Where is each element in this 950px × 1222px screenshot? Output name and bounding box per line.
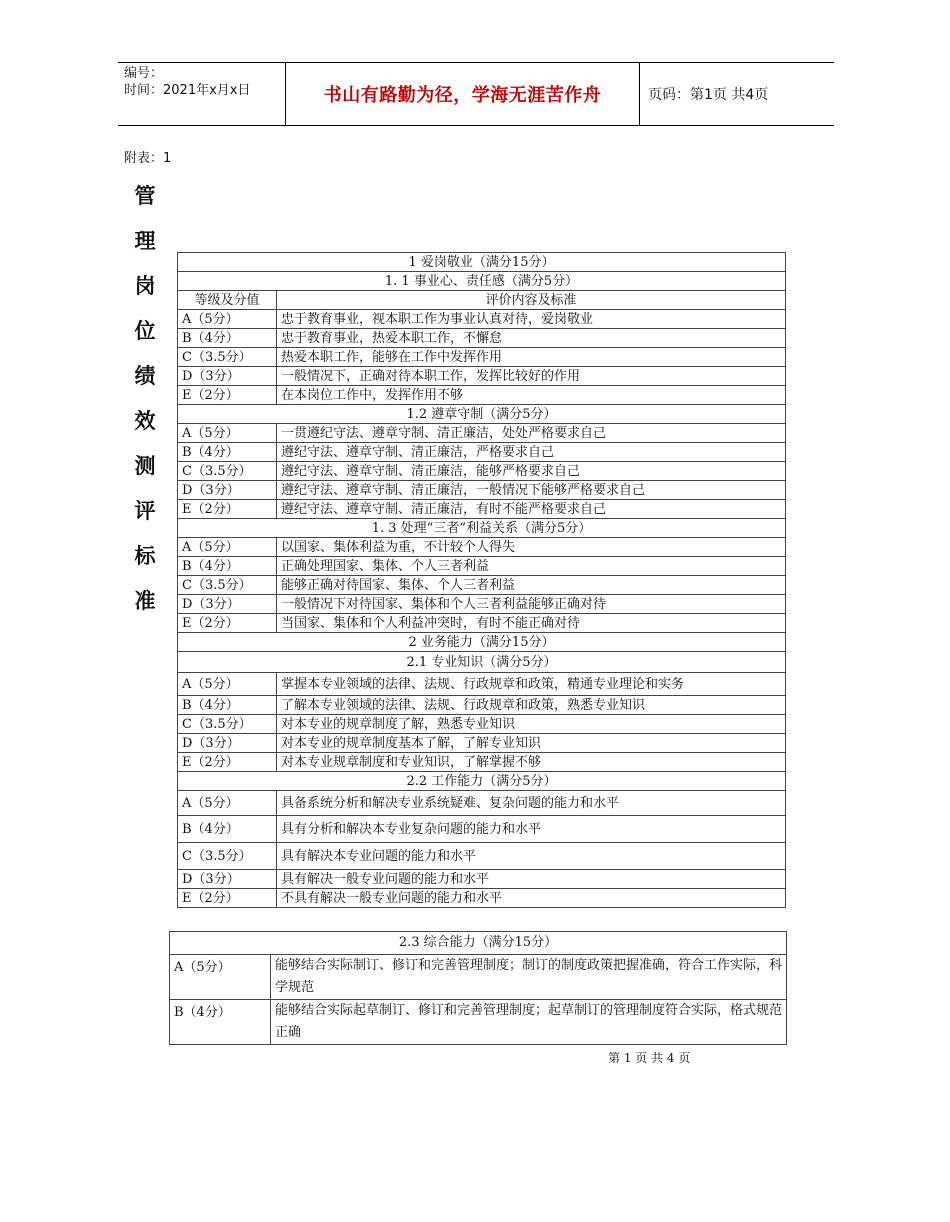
section-heading: 1 爱岗敬业（满分15分）	[178, 253, 786, 272]
subsection-heading: 2.1 专业知识（满分5分）	[178, 652, 786, 673]
subsection-heading: 1.2 遵章守制（满分5分）	[178, 405, 786, 424]
table-row	[178, 329, 786, 348]
level-cell: E（2分）	[178, 753, 277, 772]
level-cell: D（3分）	[178, 367, 277, 386]
table-row	[178, 734, 786, 753]
column-header-level: 等级及分值	[178, 291, 277, 310]
level-cell: B（4分）	[178, 557, 277, 576]
criteria-cell: 遵纪守法、遵章守制、清正廉洁，严格要求自己	[277, 443, 786, 462]
table-row	[178, 816, 786, 843]
column-header-content: 评价内容及标准	[277, 291, 786, 310]
criteria-cell: 热爱本职工作，能够在工作中发挥作用	[277, 348, 786, 367]
header-meta	[124, 65, 274, 99]
table-row	[178, 386, 786, 405]
level-cell: C（3.5分）	[178, 843, 277, 870]
header-motto: 书山有路勤为径，学海无涯苦作舟	[285, 63, 640, 125]
criteria-cell: 具备系统分析和解决专业系统疑难、复杂问题的能力和水平	[277, 791, 786, 816]
table-row	[178, 348, 786, 367]
table-row	[178, 870, 786, 889]
level-cell: D（3分）	[178, 595, 277, 614]
title-char: 管	[134, 184, 156, 208]
criteria-cell: 具有解决本专业问题的能力和水平	[277, 843, 786, 870]
criteria-cell: 能够结合实际起草制订、修订和完善管理制度；起草制订的管理制度符合实际，格式规范正确	[271, 1000, 787, 1045]
page-footer: 第 1 页 共 4 页	[608, 1051, 691, 1065]
criteria-cell: 一般情况下，正确对待本职工作，发挥比较好的作用	[277, 367, 786, 386]
table-row	[178, 715, 786, 734]
criteria-cell: 能够正确对待国家、集体、个人三者利益	[277, 576, 786, 595]
criteria-cell: 掌握本专业领域的法律、法规、行政规章和政策，精通专业理论和实务	[277, 673, 786, 696]
criteria-cell: 具有解决一般专业问题的能力和水平	[277, 870, 786, 889]
criteria-cell: 遵纪守法、遵章守制、清正廉洁，一般情况下能够严格要求自己	[277, 481, 786, 500]
level-cell: D（3分）	[178, 734, 277, 753]
level-cell: C（3.5分）	[178, 576, 277, 595]
level-cell: B（4分）	[178, 816, 277, 843]
level-cell: D（3分）	[178, 481, 277, 500]
table-row	[178, 367, 786, 386]
subsection-heading: 2.2 工作能力（满分5分）	[178, 772, 786, 791]
annex-label: 附表：1	[124, 151, 172, 166]
criteria-cell: 当国家、集体和个人利益冲突时，有时不能正确对待	[277, 614, 786, 633]
criteria-cell: 一贯遵纪守法、遵章守制、清正廉洁，处处严格要求自己	[277, 424, 786, 443]
criteria-cell: 正确处理国家、集体、个人三者利益	[277, 557, 786, 576]
level-cell: C（3.5分）	[178, 348, 277, 367]
title-char: 测	[134, 454, 156, 478]
header-page-info: 页码：第1页 共4页	[648, 87, 769, 103]
title-char: 准	[134, 589, 156, 613]
table-row	[178, 500, 786, 519]
level-cell: C（3.5分）	[178, 715, 277, 734]
criteria-cell: 了解本专业领域的法律、法规、行政规章和政策，熟悉专业知识	[277, 696, 786, 715]
table-row	[178, 310, 786, 329]
section-heading: 2 业务能力（满分15分）	[178, 633, 786, 652]
table-row	[178, 696, 786, 715]
level-cell: B（4分）	[178, 696, 277, 715]
level-cell: A（5分）	[178, 673, 277, 696]
table-row	[178, 557, 786, 576]
table-row	[178, 791, 786, 816]
criteria-cell: 在本岗位工作中，发挥作用不够	[277, 386, 786, 405]
table-row	[178, 538, 786, 557]
table-row	[170, 1000, 787, 1045]
criteria-cell: 遵纪守法、遵章守制、清正廉洁，能够严格要求自己	[277, 462, 786, 481]
title-char: 效	[134, 409, 156, 433]
level-cell: B（4分）	[178, 443, 277, 462]
table-row	[178, 614, 786, 633]
level-cell: B（4分）	[170, 1000, 271, 1045]
table-row	[178, 753, 786, 772]
criteria-cell: 不具有解决一般专业问题的能力和水平	[277, 889, 786, 908]
level-cell: A（5分）	[178, 424, 277, 443]
level-cell: E（2分）	[178, 614, 277, 633]
criteria-cell: 对本专业规章制度和专业知识，了解掌握不够	[277, 753, 786, 772]
criteria-cell: 一般情况下对待国家、集体和个人三者利益能够正确对待	[277, 595, 786, 614]
table-row	[178, 576, 786, 595]
subsection-heading: 1. 1 事业心、责任感（满分5分）	[178, 272, 786, 291]
title-char: 标	[134, 544, 156, 568]
code-label: 编号：	[124, 66, 164, 81]
vertical-title	[130, 174, 160, 624]
level-cell: E（2分）	[178, 889, 277, 908]
table-row	[178, 481, 786, 500]
level-cell: B（4分）	[178, 329, 277, 348]
level-cell: E（2分）	[178, 500, 277, 519]
evaluation-table	[177, 252, 786, 908]
criteria-cell: 能够结合实际制订、修订和完善管理制度；制订的制度政策把握准确，符合工作实际，科学规范	[271, 955, 787, 1000]
level-cell: A（5分）	[178, 791, 277, 816]
level-cell: C（3.5分）	[178, 462, 277, 481]
table-row	[170, 955, 787, 1000]
criteria-cell: 对本专业的规章制度基本了解，了解专业知识	[277, 734, 786, 753]
table-row	[178, 889, 786, 908]
table-row	[178, 595, 786, 614]
criteria-cell: 对本专业的规章制度了解，熟悉专业知识	[277, 715, 786, 734]
title-char: 评	[134, 499, 156, 523]
evaluation-table-continued	[169, 931, 787, 1045]
table-row	[178, 462, 786, 481]
level-cell: E（2分）	[178, 386, 277, 405]
criteria-cell: 遵纪守法、遵章守制、清正廉洁，有时不能严格要求自己	[277, 500, 786, 519]
criteria-cell: 忠于教育事业，热爱本职工作，不懈怠	[277, 329, 786, 348]
table-row	[178, 843, 786, 870]
table-row	[178, 443, 786, 462]
criteria-cell: 忠于教育事业，视本职工作为事业认真对待，爱岗敬业	[277, 310, 786, 329]
subsection-heading: 2.3 综合能力（满分15分）	[170, 932, 787, 955]
criteria-cell: 以国家、集体利益为重，不计较个人得失	[277, 538, 786, 557]
level-cell: D（3分）	[178, 870, 277, 889]
title-char: 岗	[134, 274, 156, 298]
level-cell: A（5分）	[170, 955, 271, 1000]
table-row	[178, 424, 786, 443]
subsection-heading: 1. 3 处理“三者”利益关系（满分5分）	[178, 519, 786, 538]
criteria-cell: 具有分析和解决本专业复杂问题的能力和水平	[277, 816, 786, 843]
level-cell: A（5分）	[178, 538, 277, 557]
page-header	[118, 62, 834, 126]
title-char: 位	[134, 319, 156, 343]
level-cell: A（5分）	[178, 310, 277, 329]
time-label: 时间：2021年x月x日	[124, 83, 251, 98]
table-row	[178, 673, 786, 696]
title-char: 理	[134, 229, 156, 253]
title-char: 绩	[134, 364, 156, 388]
